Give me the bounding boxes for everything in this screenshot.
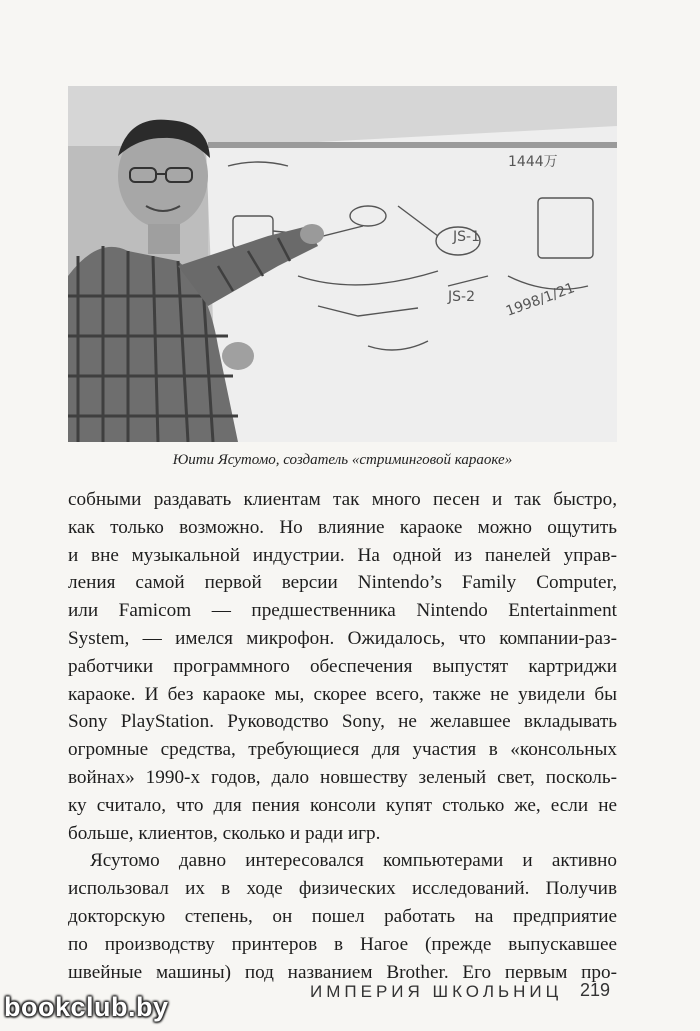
text-line: Ясутомо давно интересовался компьютерами и активно [90,850,617,872]
text-line: System, — имелся микрофон. Ожидалось, что компании-раз- [68,627,617,649]
text-line: по производству принтеров в Нагое (прежде выпускавшее [68,933,617,955]
text-line: ления самой первой версии Nintendo’s Family Computer, [68,572,617,594]
text-line: ку считало, что для пения консоли купят столько же, если не [68,794,617,816]
watermark: bookclub.by [4,992,169,1022]
text-line: Sony PlayStation. Руководство Sony, не желавшее вкладывать [68,711,617,733]
text-line: войнах» 1990-х годов, дало новшеству зеленый свет, посколь- [68,766,617,788]
page-number: 219 [580,980,611,1000]
whiteboard-note: 1444万 [508,154,558,170]
text-line: докторскую степень, он пошел работать на предприятие [68,905,617,927]
text-line: и вне музыкальной индустрии. На одной из панелей управ- [68,544,617,566]
text-line: швейные машины) под названием Brother. Его первым про- [68,961,617,983]
body-text [68,486,617,986]
text-line: больше, клиентов, сколько и ради игр. [68,822,381,844]
text-line: работчики программного обеспечения выпустят картриджи [68,655,617,677]
whiteboard-note: JS-1 [453,229,480,245]
whiteboard-note: JS-2 [448,289,475,305]
whiteboard-note: 1998/1/21 [503,280,577,320]
figure-caption: Юити Ясутомо, создатель «стриминговой караоке» [172,452,513,468]
text-line: собными раздавать клиентам так много песен и так быстро, [68,489,617,510]
text-line: караоке. И без караоке мы, скорее всего, также не увидели бы [68,683,617,705]
text-line: использовал их в ходе физических исследований. Получив [68,878,617,900]
text-line: как только возможно. Но влияние караоке можно ощутить [68,516,617,538]
text-line: или Famicom — предшественника Nintendo Entertainment [68,600,617,622]
photo-yasutomo-whiteboard [68,86,617,442]
running-title: ИМПЕРИЯ ШКОЛЬНИЦ [310,982,563,1001]
text-line: огромные средства, требующиеся для участия в «консольных [68,739,617,761]
